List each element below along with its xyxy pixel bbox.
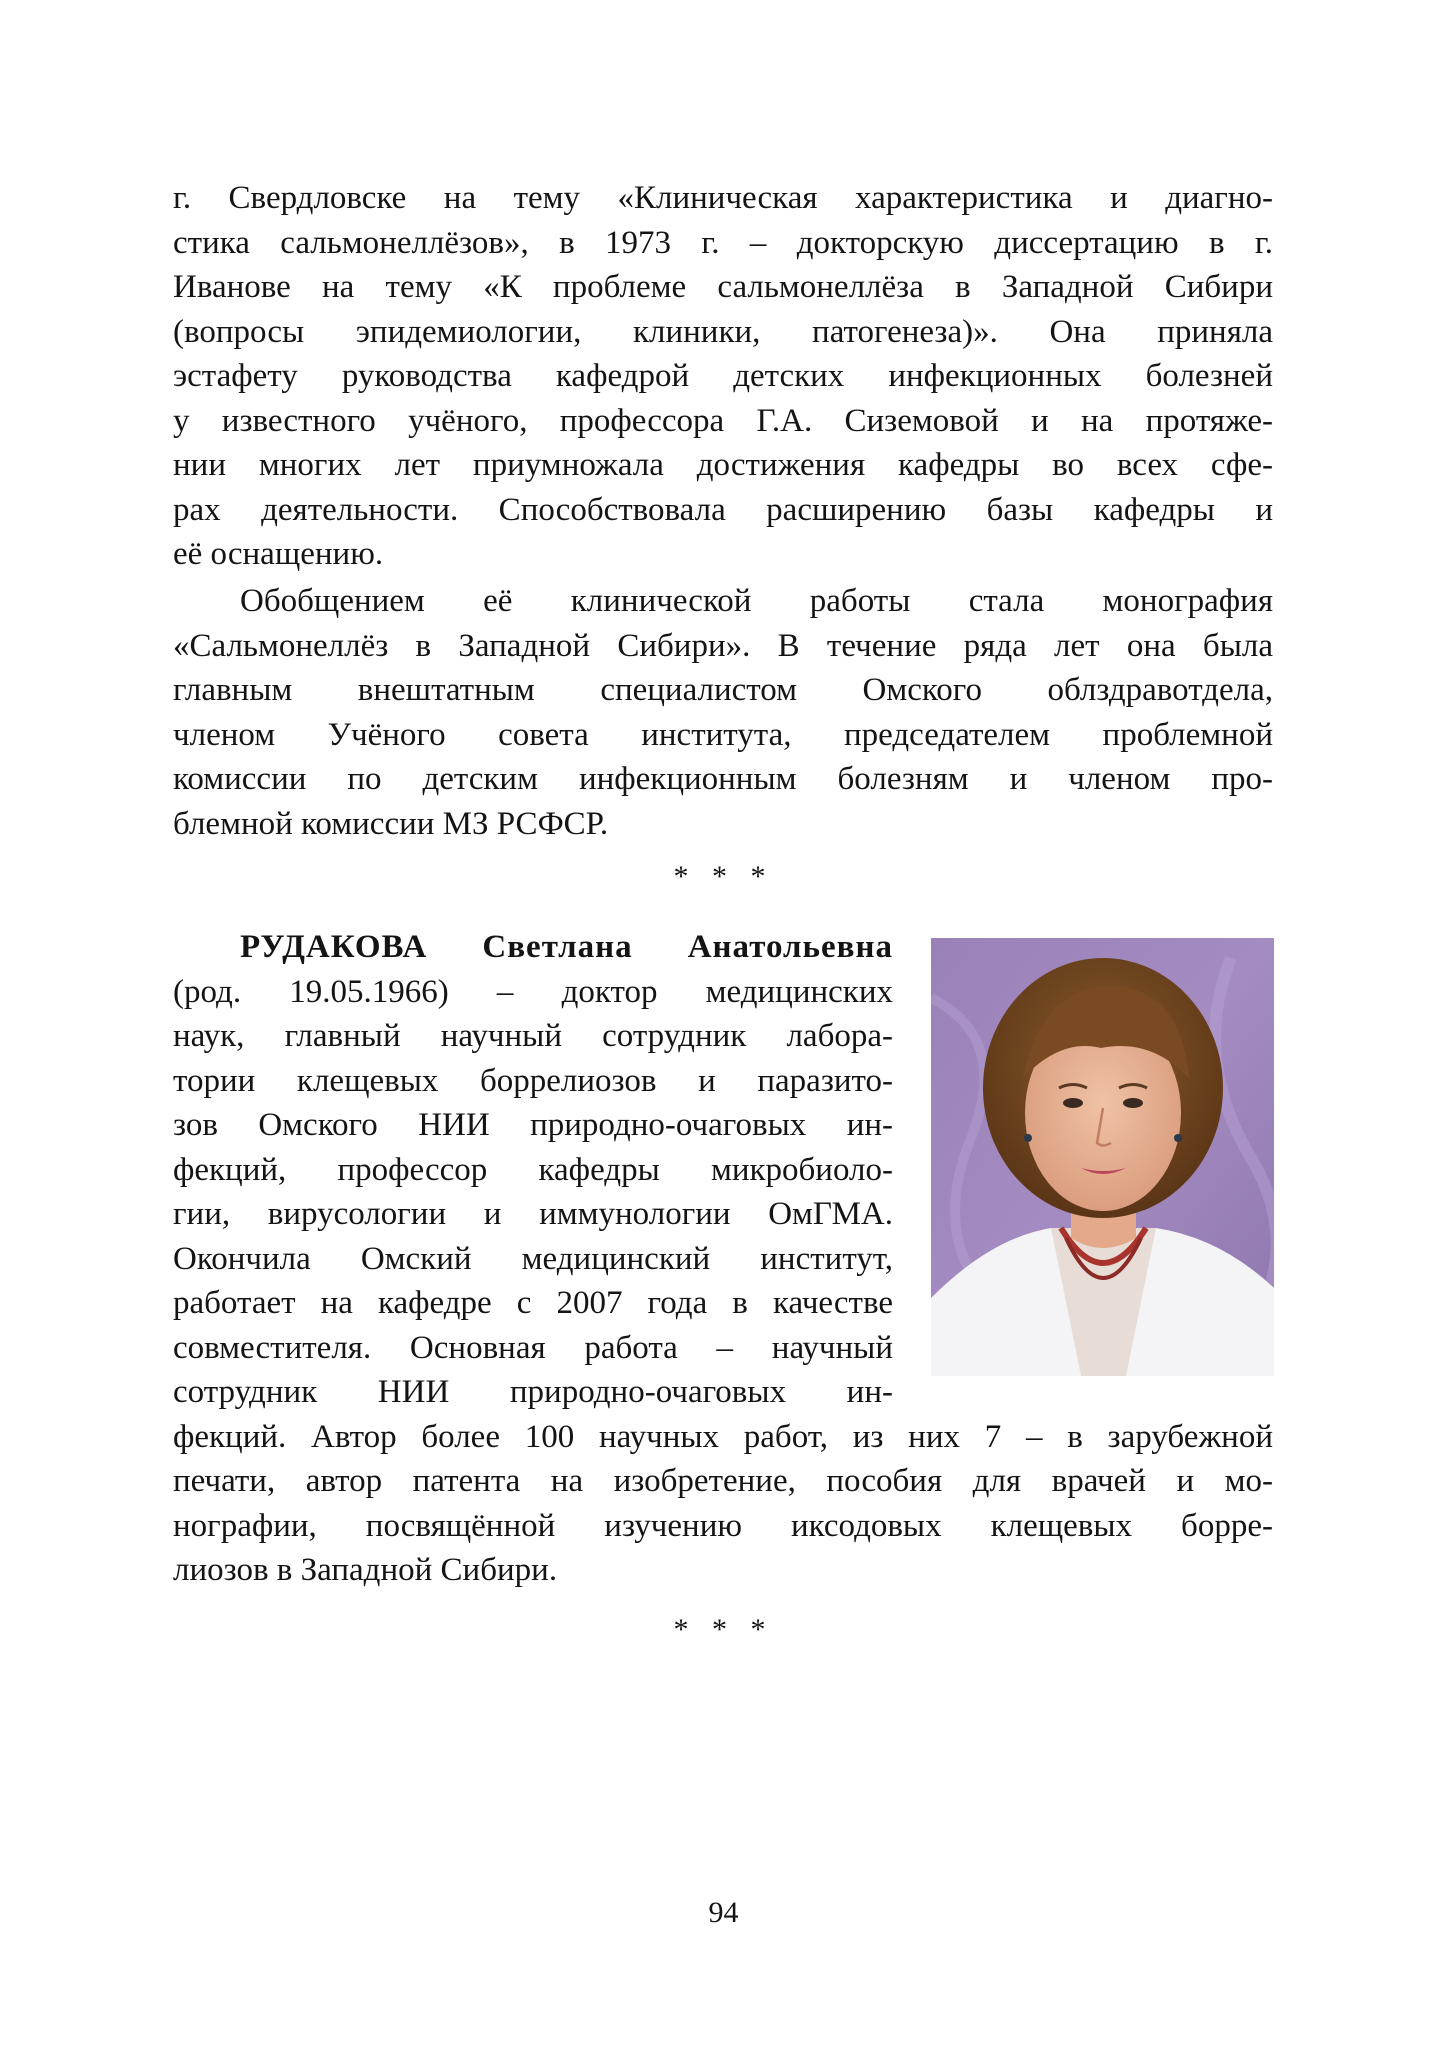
text-line: печати, автор патента на изобретение, пособия для врачей и мо- [173, 1463, 1273, 1499]
text-line: фекций. Автор более 100 научных работ, из них 7 – в зарубежной [173, 1418, 1273, 1455]
text-line: главным внештатным специалистом Омского облздравотдела, [173, 672, 1273, 708]
page-number: 94 [708, 1896, 739, 1929]
section-separator: * * * [673, 1613, 774, 1646]
text-line: «Сальмонеллёз в Западной Сибири». В течение ряда лет она была [173, 627, 1273, 664]
paragraph-monograph [173, 579, 1273, 846]
text-line: гии, вирусологии и иммунологии ОмГМА. [173, 1196, 893, 1232]
biography-full-column [173, 1415, 1273, 1593]
text-line: рах деятельности. Способствовала расширению базы кафедры и [173, 491, 1273, 528]
text-line: фекций, профессор кафедры микробиоло- [173, 1151, 893, 1188]
text-line: нии многих лет приумножала достижения кафедры во всех сфе- [173, 447, 1273, 483]
text-line: зов Омского НИИ природно-очаговых ин- [173, 1107, 893, 1143]
text-line: членом Учёного совета института, председателем проблемной [173, 716, 1273, 753]
text-line: блемной комиссии МЗ РСФСР. [173, 805, 609, 842]
text-line: наук, главный научный сотрудник лабора- [173, 1018, 893, 1054]
text-line: её оснащению. [173, 536, 384, 572]
biography-narrow-column [173, 925, 893, 1415]
text-line: Иванове на тему «К проблеме сальмонеллёза в Западной Сибири [173, 269, 1273, 305]
paragraph-dissertation [173, 176, 1273, 577]
text-line: у известного учёного, профессора Г.А. Сиземовой и на протяже- [173, 402, 1273, 439]
person-name: РУДАКОВА Светлана Анатольевна [240, 929, 893, 965]
text-line: (род. 19.05.1966) – доктор медицинских [173, 973, 893, 1010]
text-line: сотрудник НИИ природно-очаговых ин- [173, 1374, 893, 1410]
text-line: лиозов в Западной Сибири. [173, 1552, 558, 1588]
text-line: Обобщением её клинической работы стала монография [240, 583, 1273, 619]
text-line: нографии, посвящённой изучению иксодовых клещевых борре- [173, 1507, 1273, 1544]
text-line: Окончила Омский медицинский институт, [173, 1240, 893, 1277]
text-line: (вопросы эпидемиологии, клиники, патогенеза)». Она приняла [173, 313, 1273, 350]
text-line: г. Свердловске на тему «Клиническая характеристика и диагно- [173, 180, 1273, 216]
text-line: тории клещевых боррелиозов и паразито- [173, 1062, 893, 1099]
text-line: эстафету руководства кафедрой детских инфекционных болезней [173, 358, 1273, 394]
portrait-photo [931, 938, 1274, 1376]
section-separator: * * * [673, 860, 774, 893]
text-line: комиссии по детским инфекционным болезням и членом про- [173, 761, 1273, 797]
text-line: стика сальмонеллёзов», в 1973 г. – докторскую диссертацию в г. [173, 224, 1273, 261]
text-line: совместителя. Основная работа – научный [173, 1329, 893, 1366]
text-line: работает на кафедре с 2007 года в качестве [173, 1285, 893, 1321]
biography-name-line [173, 925, 893, 970]
